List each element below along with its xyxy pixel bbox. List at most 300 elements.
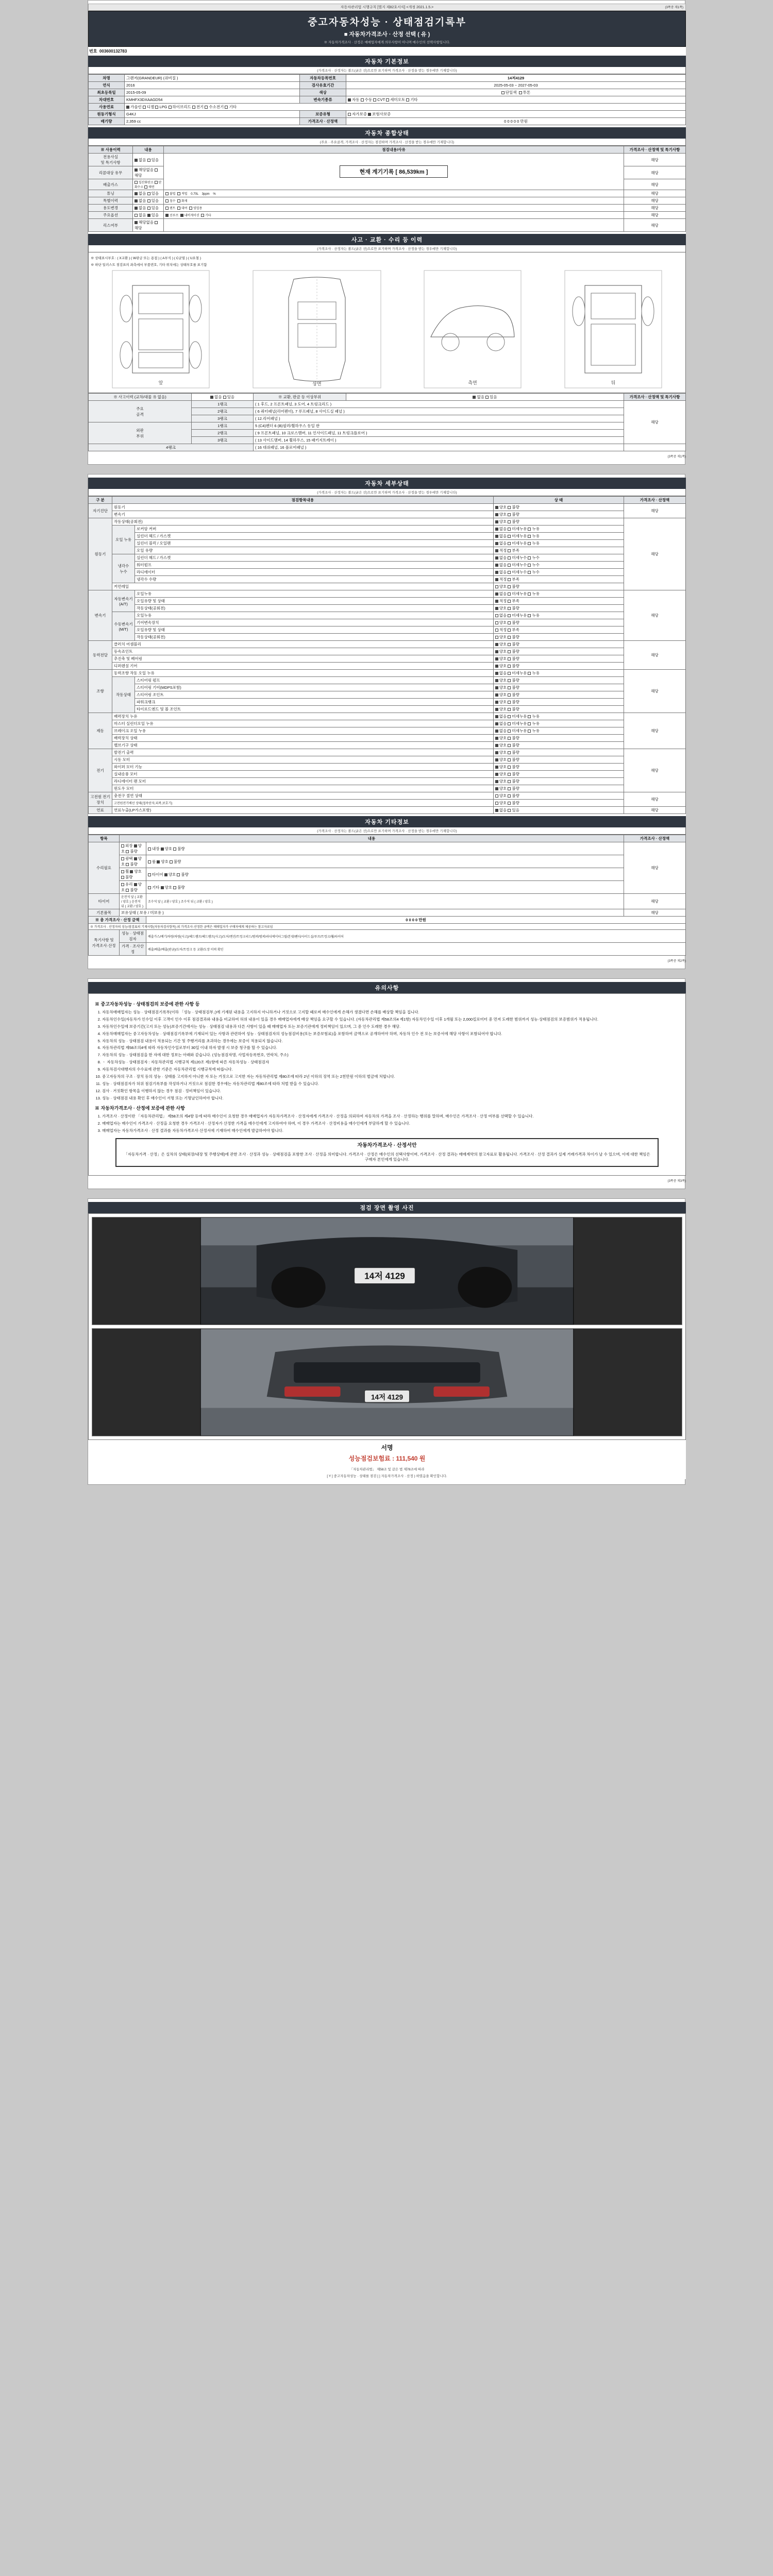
checkbox-leak[interactable] — [528, 556, 531, 560]
item-state: 없음 미세누유 누유 — [493, 526, 624, 533]
checkbox-leak[interactable] — [528, 730, 531, 733]
checkbox-good[interactable] — [161, 848, 164, 851]
checkbox-bad[interactable] — [508, 744, 511, 747]
table-row — [89, 554, 686, 562]
checkbox-leak[interactable] — [528, 592, 531, 596]
table-row — [89, 197, 686, 205]
checkbox-minor[interactable] — [508, 592, 511, 596]
checkbox-co[interactable] — [135, 181, 138, 184]
checkbox-minor[interactable] — [508, 564, 511, 567]
checkbox-good[interactable] — [495, 787, 498, 790]
outer-rank-label-3: 3랭크 — [192, 437, 254, 444]
item-state: 없음 미세누유 누유 — [493, 713, 624, 720]
item-state: 없음 미세누수 누수 — [493, 562, 624, 569]
checkbox-adequate[interactable] — [495, 629, 498, 632]
field-value-price-estimate: 0 0 0 0 0 만원 — [346, 118, 686, 125]
col-usage-history: ※ 사용이력 — [89, 146, 133, 154]
checkbox-none[interactable] — [495, 535, 498, 538]
row-opt-emissions: 일산화탄소 탄화수소 매연 — [133, 179, 164, 190]
checkbox-leak[interactable] — [528, 571, 531, 574]
field-label-price-estimate: 가격조사 · 산정액 — [300, 118, 346, 125]
field-value-fuel: 가솔린 디젤 LPG 하이브리드 전기 수소전기 기타 — [125, 104, 686, 111]
item-state: 양호 불량 — [493, 648, 624, 655]
checkbox-bad[interactable] — [170, 860, 173, 863]
checkbox-bad[interactable] — [508, 780, 511, 783]
checkbox-bad[interactable] — [508, 693, 511, 697]
mileage-cell — [164, 154, 624, 190]
checkbox-leak[interactable] — [528, 528, 531, 531]
table-row — [89, 842, 686, 855]
checkbox-interior[interactable] — [148, 848, 151, 851]
checkbox-leak[interactable] — [528, 722, 531, 725]
checkbox-good[interactable] — [130, 870, 133, 873]
item-label: 오일유량 및 상태 — [135, 598, 494, 605]
checkbox-insufficient[interactable] — [508, 600, 511, 603]
checkbox-bad[interactable] — [508, 607, 511, 610]
checkbox-bad[interactable] — [173, 886, 176, 889]
item-state: 적정 부족 — [493, 547, 624, 554]
item-label: 클러치 어셈블리 — [112, 641, 494, 648]
sub-label-manual-transmission: 수동변속기 (M/T) — [112, 612, 135, 641]
checkbox-bad[interactable] — [508, 650, 511, 653]
item-label: 원동기 — [112, 504, 494, 511]
section-other-note: (가격조사 · 산정자는 볼드(굵은 선)으로만 표기하며 가격조사 · 산정을 받는 경우에만 기재합니다) — [88, 827, 686, 835]
checkbox-good[interactable] — [495, 737, 498, 740]
checkbox-good[interactable] — [495, 650, 498, 653]
checkbox-good[interactable] — [495, 607, 498, 610]
item-label: 동력조향 작동 오일 누유 — [112, 670, 494, 677]
checkbox-bad[interactable] — [508, 657, 511, 660]
col-state: 상 태 — [493, 497, 624, 504]
item-state: 양호 불량 — [493, 771, 624, 778]
tire-right: 조수석 앞 ( 교환 / 양호 ) 조수석 뒤 ( 교환 / 양호 ) — [146, 894, 624, 909]
table-row — [89, 190, 686, 197]
checkbox-none[interactable] — [210, 396, 213, 399]
estimate-value: 해당 — [624, 641, 686, 670]
checkbox-glass[interactable] — [121, 883, 124, 886]
outer-rank-label-2: 2랭크 — [192, 430, 254, 437]
tire-left: 운전석 앞 ( 교환 / 양호 ) 운전석 뒤 ( 교환 / 양호 ) — [120, 894, 146, 909]
page-gap-3 — [0, 1189, 773, 1198]
checkbox-none[interactable] — [495, 672, 498, 675]
checkbox-color-single[interactable] — [501, 91, 505, 94]
checkbox-minor[interactable] — [508, 528, 511, 531]
checkbox-none[interactable] — [495, 571, 498, 574]
repair-glass: 유리 양호 불량 — [120, 881, 146, 894]
checkbox-tire[interactable] — [148, 873, 151, 876]
overall-state-table — [88, 146, 686, 232]
checkbox-room[interactable] — [148, 860, 151, 863]
page-3 — [88, 978, 685, 1189]
page-footer-indicator-3: (3쪽중 제3쪽) — [667, 1180, 686, 1183]
checkbox-good[interactable] — [495, 708, 498, 711]
other-info-table — [88, 835, 686, 956]
checkbox-polish[interactable] — [121, 857, 124, 860]
checkbox-good[interactable] — [157, 860, 160, 863]
outer-rank-items-4: ( 16 대쉬패널, 16 플로어패널 ) — [254, 444, 624, 451]
estimate-value: 해당 — [624, 212, 686, 219]
checkbox-fuel-etc[interactable] — [225, 106, 228, 109]
checkbox-bad[interactable] — [126, 889, 129, 892]
checkbox-bad[interactable] — [508, 686, 511, 689]
list-item: 3. 자동차인수일에 보증기간(고지 또는 성능)보증기간에서는 성능 · 상태점검 내용과 다른 사항이 있을 때 매매업자 또는 보증기관에게 정비책임이 있으며, 그 중 인수 도래한 경우 해당. — [102, 1024, 679, 1030]
checkbox-none[interactable] — [495, 809, 498, 812]
checkbox-good[interactable] — [495, 780, 498, 783]
checkbox-color-two[interactable] — [519, 91, 522, 94]
col-item: 점검항목내용 — [112, 497, 494, 504]
checkbox-good[interactable] — [495, 636, 498, 639]
checkbox-good[interactable] — [495, 751, 498, 754]
checkbox-good[interactable] — [495, 621, 498, 624]
checkbox-leak[interactable] — [528, 535, 531, 538]
checkbox-transmission-auto[interactable] — [348, 98, 351, 101]
checkbox-bad[interactable] — [508, 787, 511, 790]
rank-label-1: 1랭크 — [192, 401, 254, 408]
item-state: 양호 불량 — [493, 605, 624, 612]
checkbox-leak[interactable] — [528, 542, 531, 545]
checkbox-good[interactable] — [495, 744, 498, 747]
table-row — [89, 909, 686, 917]
item-state: 양호 불량 — [493, 655, 624, 663]
inspection-photo-rear — [92, 1328, 682, 1436]
item-label: 충전구 절연 상태 — [112, 792, 494, 800]
checkbox-good[interactable] — [164, 873, 167, 876]
section-notice-title: 유의사항 — [88, 982, 686, 993]
checkbox-good[interactable] — [495, 766, 498, 769]
item-label: 스티어링 기어(MDPS포함) — [135, 684, 494, 691]
checkbox-bad[interactable] — [173, 848, 176, 851]
checkbox-warranty-self[interactable] — [348, 113, 351, 116]
checkbox-yes[interactable] — [223, 396, 226, 399]
checkbox-etc[interactable] — [148, 886, 151, 889]
checkbox-rent[interactable] — [165, 207, 169, 210]
estimate-value: 해당 — [624, 894, 686, 909]
field-label-engine-code: 원동기형식 — [89, 111, 125, 118]
checkbox-bad[interactable] — [508, 751, 511, 754]
item-label: 파워크랭크 — [135, 699, 494, 706]
col-other-estimate: 가격조사 · 산정액 — [624, 835, 686, 842]
checkbox-yes[interactable] — [147, 207, 150, 210]
checkbox-leak[interactable] — [528, 564, 531, 567]
checkbox-bad[interactable] — [126, 863, 129, 866]
checkbox-none[interactable] — [495, 614, 498, 617]
checkbox-bad[interactable] — [508, 679, 511, 682]
checkbox-leak[interactable] — [528, 672, 531, 675]
checkbox-minor[interactable] — [508, 672, 511, 675]
checkbox-navigation[interactable] — [180, 214, 183, 217]
list-item: 4. 자동차매매업자는 중고자동차성능 · 상태점검기록부에 기재되어 있는 사항과 관련하여 성능 · 상태점검자의 성능점검비용(또는 보증보험료)을 포함하여 금액으로 공개하여야 하며, 자동차 인수 전 또는 보증서에 해당 사항이 포함되어야 합니다. — [102, 1031, 679, 1037]
checkbox-warranty-insurer[interactable] — [368, 113, 371, 116]
accident-history-label: ※ 사고이력 (교차/대물 유 없음) — [89, 394, 192, 401]
special-notes-sub-label-2: 가격 · 조사산정 — [120, 943, 146, 956]
checkbox-good[interactable] — [495, 794, 498, 798]
table-row — [89, 619, 686, 626]
checkbox-bad[interactable] — [508, 513, 511, 516]
checkbox-bad[interactable] — [508, 737, 511, 740]
checkbox-legal[interactable] — [177, 192, 180, 195]
checkbox-none[interactable] — [495, 592, 498, 596]
item-label: 워터펌프 — [135, 562, 494, 569]
group-label-outer-panel: 외판 부위 — [89, 422, 192, 444]
checkbox-yes[interactable] — [147, 199, 150, 202]
special-notes-value: 배출가스/배기/차량/차량(사고)/헤드램프/헤드램프(사고)/도어/엔진/트렁크리드/범퍼/범퍼/라디에이터그릴/본넷/펜더/사이드실/루프/트렁크/휠/타이어 — [146, 930, 686, 943]
checkbox-etc[interactable] — [201, 214, 204, 217]
checkbox-none[interactable] — [135, 192, 138, 195]
checkbox-bad[interactable] — [508, 585, 511, 588]
checkbox-good[interactable] — [495, 679, 498, 682]
group-label-braking: 제동 — [89, 713, 112, 749]
item-state: 양호 불량 — [493, 663, 624, 670]
item-label: 변속기 — [112, 511, 494, 518]
checkbox-good[interactable] — [495, 773, 498, 776]
checkbox-hc[interactable] — [155, 181, 158, 184]
row-label-special: 특별이력 — [89, 197, 133, 205]
checkbox-transmission-etc[interactable] — [406, 98, 409, 101]
checkbox-bad[interactable] — [508, 773, 511, 776]
checkbox-none[interactable] — [495, 542, 498, 545]
checkbox-illegal[interactable] — [165, 192, 169, 195]
checkbox-good[interactable] — [495, 585, 498, 588]
repair-int: 내장 양호 불량 — [146, 842, 624, 855]
checkbox-good[interactable] — [134, 857, 137, 860]
row-opt-usage-change: 없음 있음 — [133, 205, 164, 212]
checkbox-good[interactable] — [134, 844, 137, 848]
item-state: 양호 불량 — [493, 742, 624, 749]
table-row — [89, 881, 686, 894]
table-row — [89, 785, 686, 792]
checkbox-adequate[interactable] — [495, 578, 498, 581]
special-notes-value-2: 배출/배출/배출(판금)/도어/트렁크 등 교환/도장 이력 확인 — [146, 943, 686, 956]
checkbox-good[interactable] — [495, 657, 498, 660]
checkbox-good[interactable] — [495, 802, 498, 805]
checkbox-transmission-manual[interactable] — [361, 98, 364, 101]
estimate-value: 해당 — [624, 909, 686, 917]
checkbox-good[interactable] — [495, 686, 498, 689]
checkbox-insufficient[interactable] — [508, 629, 511, 632]
checkbox-none[interactable] — [495, 722, 498, 725]
checkbox-sunroof[interactable] — [165, 214, 169, 217]
list-item: 2. 자동차인수일(자동차가 인수일 이후 고객이 인수 이후 점검결과와 내용을 비교하여 허위 내용이 있을 경우 매매업자에게 배상 책임을 요구할 수 있습니다. (자동차관리법 제58조의4 제1항) 자동차인수일 이후 1개월 또는 2,000킬로미터 중 먼저 도래한 범위까지 성능·상태점검의 보증범위가 적용됩니다. — [102, 1017, 679, 1023]
repair-room: 룸 양호 불량 — [146, 855, 624, 868]
section-overall-note: (주요 · 주요골격, 가격조사 · 산정자는 점검하며 가격조사 · 산정을 받는 경우에만 기재합니다) — [88, 139, 686, 146]
page-footer-3 — [88, 1178, 686, 1183]
footnote-2: [ Y ] 중고자동차성능 · 상태를 점검 [ ] 자동차가격조사 · 산정 ) 하였음을 확인합니다. — [327, 1475, 447, 1479]
checkbox-minor[interactable] — [508, 614, 511, 617]
list-item: 11. 성능 · 상태점검자가 허위 점검기록부를 작성하거나 거짓으로 점검한 경우에는 자동차관리법 제80조에 따라 처벌 받을 수 있습니다. — [102, 1081, 679, 1087]
estimate-value: 해당 — [624, 504, 686, 518]
checkbox-bad[interactable] — [508, 758, 511, 761]
checkbox-transmission-semi[interactable] — [386, 98, 389, 101]
estimate-value: 해당 — [624, 518, 686, 590]
checkbox-none[interactable] — [495, 564, 498, 567]
list-item: 8. ㆍ 자동차성능 · 상태점검자 : 자동차관리법 시행규칙 제120조 제1항에 따른 자동차성능 · 상태점검자 — [102, 1060, 679, 1065]
checkbox-good[interactable] — [495, 701, 498, 704]
checkbox-exterior[interactable] — [121, 844, 124, 848]
outer-rank-label-1: 1랭크 — [192, 422, 254, 430]
col-other-item: 항목 — [89, 835, 120, 842]
car-diagram-top-icon — [253, 270, 381, 388]
checkbox-none[interactable] — [495, 528, 498, 531]
checkbox-fuel-hydrogen[interactable] — [205, 106, 208, 109]
checkbox-yes[interactable] — [508, 809, 511, 812]
checkbox-bad[interactable] — [121, 876, 124, 879]
checkbox-bad[interactable] — [508, 766, 511, 769]
checkbox-fuel-ev[interactable] — [192, 106, 195, 109]
checkbox-flood[interactable] — [165, 199, 169, 202]
checkbox-bad[interactable] — [508, 708, 511, 711]
checkbox-good[interactable] — [134, 883, 137, 886]
rank-items-1: ( 1 후드, 2 프론트패널, 3 도어, 4 트렁크리드 ) — [254, 401, 624, 408]
checkbox-not-applicable[interactable] — [135, 221, 138, 224]
group-label-electrical: 전기 — [89, 749, 112, 792]
section-other-title: 자동차 기타정보 — [88, 816, 686, 827]
item-label: 배력장치 상태 — [112, 735, 494, 742]
checkbox-bad[interactable] — [508, 520, 511, 523]
checkbox-none[interactable] — [473, 396, 476, 399]
table-row — [89, 917, 686, 924]
checkbox-minor[interactable] — [508, 556, 511, 560]
checkbox-yes[interactable] — [147, 159, 150, 162]
checkbox-minor[interactable] — [508, 535, 511, 538]
checkbox-fuel-hybrid[interactable] — [169, 106, 172, 109]
table-row — [89, 807, 686, 814]
row-detail-usage-change: 렌트 대여 영업용 — [164, 205, 624, 212]
page-footer-indicator-1: (3쪽중 제1쪽) — [667, 455, 686, 459]
item-label: 라디에이터 팬 모터 — [112, 778, 494, 785]
checkbox-good[interactable] — [495, 513, 498, 516]
checkbox-transmission-cvt[interactable] — [373, 98, 376, 101]
table-row — [89, 444, 686, 451]
table-row — [89, 930, 686, 943]
row-detail-tuning: 불법 적법 0.70L 3ppm % — [164, 190, 624, 197]
checkbox-smoke[interactable] — [144, 185, 147, 189]
checkbox-fuel-diesel[interactable] — [143, 106, 146, 109]
table-header-row — [89, 146, 686, 154]
checkbox-bad[interactable] — [508, 665, 511, 668]
checkbox-yes[interactable] — [147, 192, 150, 195]
item-label: 스티어링 펌프 — [135, 677, 494, 684]
checkbox-leak[interactable] — [528, 715, 531, 718]
item-state: 없음 미세누유 누유 — [493, 612, 624, 619]
col-content: 내용 — [133, 146, 164, 154]
checkbox-not-applicable[interactable] — [135, 168, 138, 172]
checkbox-good[interactable] — [495, 506, 498, 509]
checkbox-minor[interactable] — [508, 542, 511, 545]
list-item: 10. 중고자동차의 구조 · 장치 등의 성능 · 상태를 고지하지 아니한 자 또는 거짓으로 고지한 자는 자동차관리법 제80조에 따라 2년 이하의 징역 또는 2천만원 이하의 벌금에 처합니다. — [102, 1074, 679, 1080]
item-state: 양호 불량 — [493, 778, 624, 785]
page-footer-1 — [88, 453, 686, 459]
checkbox-none[interactable] — [495, 715, 498, 718]
table-header-row — [89, 497, 686, 504]
table-row — [89, 655, 686, 663]
checkbox-fuel-lpg[interactable] — [155, 106, 158, 109]
car-diagram-row — [91, 268, 683, 391]
frame-estimate-value: 해당 — [624, 401, 686, 444]
checkbox-yes[interactable] — [147, 214, 150, 217]
car-diagram-left-side-icon — [424, 270, 522, 388]
checkbox-good[interactable] — [495, 520, 498, 523]
item-state: 양호 불량 — [493, 511, 624, 518]
checkbox-bad[interactable] — [508, 643, 511, 646]
repair-tire: 타이어 양호 불량 — [146, 868, 624, 881]
checkbox-bad[interactable] — [177, 873, 180, 876]
checkbox-bad[interactable] — [508, 506, 511, 509]
accident-history-value: 없음 있음 — [192, 394, 254, 401]
inspection-fee — [88, 1453, 686, 1466]
row-label-basic-items: 기본품목 — [89, 909, 120, 917]
checkbox-bad[interactable] — [508, 636, 511, 639]
checkbox-adequate[interactable] — [495, 600, 498, 603]
checkbox-good[interactable] — [161, 886, 164, 889]
estimate-value: 해당 — [624, 842, 686, 894]
checkbox-bad[interactable] — [508, 701, 511, 704]
checkbox-lease[interactable] — [177, 207, 180, 210]
checkbox-applicable[interactable] — [155, 221, 158, 224]
item-label: 브레이크 오일 누유 — [112, 727, 494, 735]
declaration-title: 자동차가격조사 · 산정서안 — [357, 1143, 417, 1149]
checkbox-minor[interactable] — [508, 730, 511, 733]
checkbox-fuel-gasoline[interactable] — [126, 106, 129, 109]
checkbox-good[interactable] — [495, 758, 498, 761]
item-state: 양호 불량 — [493, 785, 624, 792]
item-label: 마스터 실린더오일 누유 — [112, 720, 494, 727]
accident-diagram-area — [88, 252, 686, 393]
table-row — [89, 401, 686, 408]
checkbox-none[interactable] — [135, 159, 138, 162]
group-label-steering: 조향 — [89, 670, 112, 713]
checkbox-bad[interactable] — [126, 850, 129, 853]
checkbox-none[interactable] — [495, 556, 498, 560]
checkbox-adequate[interactable] — [495, 549, 498, 552]
checkbox-none[interactable] — [135, 207, 138, 210]
repair-wheel: 휠 양호 불량 — [120, 868, 146, 881]
checkbox-bad[interactable] — [508, 621, 511, 624]
estimate-value: 해당 — [624, 590, 686, 641]
item-label: 스티어링 조인트 — [135, 691, 494, 699]
checkbox-none[interactable] — [135, 199, 138, 202]
table-row — [89, 576, 686, 583]
item-label: 냉각수 수량 — [135, 576, 494, 583]
table-row — [89, 583, 686, 590]
item-label: 오일유량 및 상태 — [135, 626, 494, 634]
checkbox-bad[interactable] — [508, 802, 511, 805]
total-estimate-note: ※ 가격조사 · 산정자의 성능/점검표의 기재사항(자동차검사항목) 외 가격조사·산정한 금액은 매매업자가 구매자에게 제공하는 참고자료임 — [89, 924, 686, 930]
checkbox-minor[interactable] — [508, 722, 511, 725]
checkbox-good[interactable] — [495, 643, 498, 646]
basic-items-value: 보유상태 ( 보유 / 미보유 ) — [120, 909, 624, 917]
checkbox-none[interactable] — [495, 730, 498, 733]
checkbox-insufficient[interactable] — [508, 578, 511, 581]
checkbox-minor[interactable] — [508, 571, 511, 574]
checkbox-business[interactable] — [189, 207, 192, 210]
item-state: 양호 불량 — [493, 619, 624, 626]
checkbox-applicable[interactable] — [155, 168, 158, 172]
checkbox-bad[interactable] — [508, 794, 511, 798]
item-label: 라디에이터 — [135, 569, 494, 576]
checkbox-wheel[interactable] — [121, 870, 124, 873]
checkbox-minor[interactable] — [508, 715, 511, 718]
checkbox-good[interactable] — [495, 665, 498, 668]
row-opt-options: 없음 있음 — [133, 212, 164, 219]
checkbox-fire[interactable] — [177, 199, 180, 202]
checkbox-leak[interactable] — [528, 614, 531, 617]
table-row — [89, 526, 686, 533]
total-estimate-value: 0 0 0 0 만원 — [146, 917, 686, 924]
checkbox-yes[interactable] — [485, 396, 489, 399]
checkbox-good[interactable] — [495, 693, 498, 697]
checkbox-none[interactable] — [135, 214, 138, 217]
checkbox-insufficient[interactable] — [508, 549, 511, 552]
